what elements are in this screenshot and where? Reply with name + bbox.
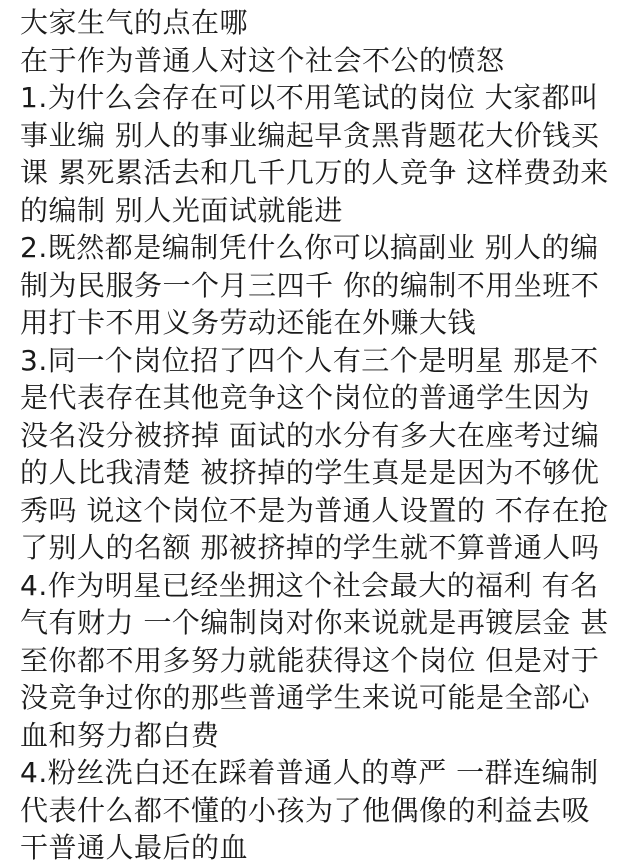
text-line: 的编制 别人光面试就能进 xyxy=(20,193,343,227)
text-line: 3.同一个岗位招了四个人有三个是明星 那是不 xyxy=(20,343,599,377)
text-line: 的人比我清楚 被挤掉的学生真是是因为不够优 xyxy=(20,456,600,489)
text-line: 4.作为明星已经坐拥这个社会最大的福利 有名 xyxy=(20,568,599,602)
text-line: 用打卡不用义务劳动还能在外赚大钱 xyxy=(20,306,477,339)
text-line: 秀吗 说这个岗位不是为普通人设置的 不存在抢 xyxy=(20,493,609,527)
text-line: 了别人的名额 那被挤掉的学生就不算普通人吗 xyxy=(20,531,600,564)
text-line: 课 累死累活去和几千几万的人竞争 这样费劲来 xyxy=(20,156,609,189)
text-line: 至你都不用多努力就能获得这个岗位 但是对于 xyxy=(20,643,600,677)
text-line: 代表什么都不懂的小孩为了他偶像的利益去吸 xyxy=(20,793,591,827)
text-line: 没名没分被挤掉 面试的水分有多大在座考过编 xyxy=(20,418,600,452)
text-line: 没竞争过你的那些普通学生来说可能是全部心 xyxy=(20,681,591,714)
text-line: 是代表存在其他竞争这个岗位的普通学生因为 xyxy=(20,381,591,414)
text-line: 在于作为普通人对这个社会不公的愤怒 xyxy=(20,43,505,77)
text-line: 制为民服务一个月三四千 你的编制不用坐班不 xyxy=(20,268,600,302)
text-line: 事业编 别人的事业编起早贪黑背题花大价钱买 xyxy=(20,118,600,152)
document-body xyxy=(20,4,636,867)
text-line: 血和努力都白费 xyxy=(20,718,220,752)
text-line: 干普通人最后的血 xyxy=(20,831,249,864)
text-line: 大家生气的点在哪 xyxy=(20,6,249,39)
text-line: 2.既然都是编制凭什么你可以搞副业 别人的编 xyxy=(20,231,599,264)
text-line: 4.粉丝洗白还在踩着普通人的尊严 一群连编制 xyxy=(20,756,599,789)
text-line: 气有财力 一个编制岗对你来说就是再镀层金 甚 xyxy=(20,606,609,639)
text-line: 1.为什么会存在可以不用笔试的岗位 大家都叫 xyxy=(20,81,599,114)
